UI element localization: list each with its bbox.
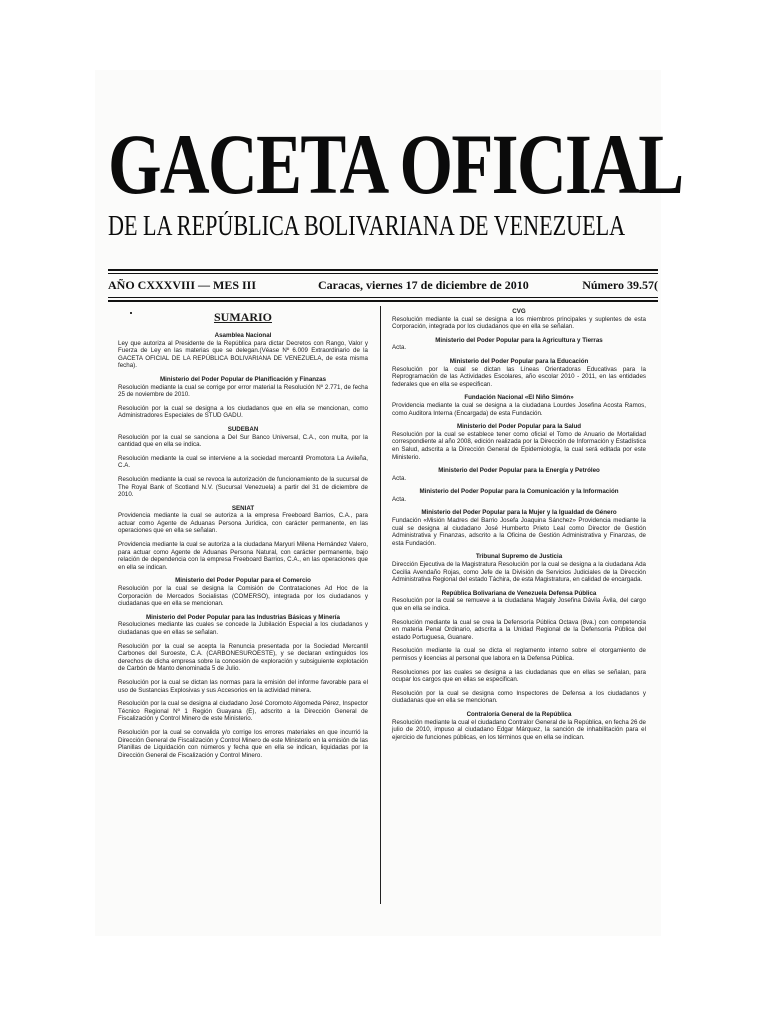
summary-entry (392, 690, 646, 705)
summary-entry (392, 619, 646, 642)
summary-entry (392, 590, 646, 613)
summary-entry (118, 643, 368, 673)
summary-entry (118, 541, 368, 571)
header-rule-bottom-thin (108, 297, 658, 298)
summary-entry (118, 476, 368, 499)
entry-text: Fundación «Misión Madres del Barrio Josefa Joaquina Sánchez» Providencia mediante la cual se designa al ciudadano José Humberto Prieto Leal como Director de Gestión Administrativa y Finanzas, adscrito a la Oficina de Gestión Administrativa y Finanzas, de esta Fundación. (392, 517, 646, 547)
summary-entry (392, 669, 646, 684)
summary-entry (118, 614, 368, 637)
entry-text: Resolución por la cual se sanciona a Del Sur Banco Universal, C.A., con multa, por la cantidad que en ella se indica. (118, 433, 368, 449)
summary-entry (118, 455, 368, 470)
summary-entry (118, 405, 368, 420)
entry-text: Resolución por la cual se designa al ciudadano José Coromoto Algomeda Pérez, Inspector Técnico Regional Nº 1 Región Guayana (E), adscrito a la Dirección General de Fiscalización y Control Minero de este Ministerio. (118, 700, 368, 723)
entry-heading: Ministerio del Poder Popular para la Comunicación y la Información (419, 488, 619, 496)
entry-text: Resolución por la cual se designa como Inspectores de Defensa a los ciudadanos y ciudadanas que en ella se mencionan. (392, 689, 646, 705)
gazette-subtitle: DE LA REPÚBLICA BOLIVARIANA DE VENEZUELA (108, 211, 626, 242)
issue-year-month: AÑO CXXXVIII — MES III (108, 278, 257, 292)
summary-entry (392, 553, 646, 583)
entry-text: Resolución por la cual se establece tener como oficial el Tomo de Anuario de Mortalidad correspondiente al año 2008, edición realizada por la Dirección de Información y Estadística en Salud, adscrita a la Dirección General de Epidemiología, la cual será editada por este Ministerio. (392, 430, 646, 461)
summary-title: SUMARIO (213, 310, 272, 324)
summary-entry (118, 577, 368, 607)
entry-text: Resolución por la cual se acepta la Renuncia presentada por la Sociedad Mercantil Carbones del Suroeste, C.A. (CARBONESUROESTE), y se declaran extinguidos los derechos de dicha empresa sobre la concesión de exploración y subsiguiente explotación de Carbón de Manto denominada 5 de Julio. (118, 642, 368, 673)
issue-line (108, 278, 658, 296)
summary-entry (392, 337, 646, 352)
entry-heading: Ministerio del Poder Popular para el Comercio (175, 577, 311, 585)
entry-text: Acta. (392, 474, 407, 482)
summary-entry (392, 509, 646, 547)
summary-entry (392, 308, 646, 331)
entry-heading: Ministerio del Poder Popular para la Energía y Petróleo (438, 467, 600, 475)
entry-heading: Ministerio del Poder Popular para la Mujer y la Igualdad de Género (421, 509, 617, 517)
entry-heading: CVG (512, 308, 526, 315)
summary-entry (392, 394, 646, 417)
header-rule-top-thin (108, 273, 658, 274)
entry-text: Providencia mediante la cual se designa a la ciudadana Lourdes Josefina Acosta Ramos, como Auditora Interna (Encargada) de esta Fundación. (392, 401, 646, 417)
summary-entry (118, 376, 368, 399)
summary-entry (118, 332, 368, 370)
entry-text: Dirección Ejecutiva de la Magistratura Resolución por la cual se designa a la ciudadana Ada Cecilia Avendaño Rojas, como Jefe de la División de Servicios Judiciales de la Dirección Administrativa Regional del estado Táchira, de esta Magistratura, en calidad de encargada. (392, 561, 646, 584)
entry-text: Resolución por la cual se remueve a la ciudadana Magaly Josefina Dávila Ávila, del cargo que en ella se indica. (392, 597, 646, 612)
header-rule-bottom (108, 300, 658, 302)
entry-text: Providencia mediante la cual se autoriza a la ciudadana Maryuri Milena Hernández Valero, para actuar como Agente de Aduanas Persona Natural, con carácter permanente, bajo relación de dependencia con la empresa Freeboard Barrios, C.A., en las operaciones que en ella se indican. (118, 541, 368, 571)
entry-text: Acta. (392, 495, 407, 503)
gazette-title: GACETA OFICIAL (108, 116, 683, 212)
entry-heading: Ministerio del Poder Popular para las Industrias Básicas y Minería (146, 613, 340, 621)
summary-left-column (118, 308, 368, 765)
entry-text: Acta. (392, 344, 407, 352)
entry-heading: SUDEBAN (227, 425, 259, 433)
summary-right-column (392, 308, 646, 747)
summary-entry (118, 505, 368, 535)
summary-entry (118, 426, 368, 449)
entry-heading: Fundación Nacional «El Niño Simón» (464, 394, 574, 402)
summary-entry (392, 358, 646, 388)
summary-entry (392, 423, 646, 461)
entry-heading: República Bolivariana de Venezuela Defensa Pública (441, 589, 597, 597)
entry-text: Resoluciones por las cuales se designa a las ciudadanas que en ellas se señalan, para ocupar los cargos que en ellas se especifican. (392, 668, 646, 684)
summary-entry (118, 700, 368, 723)
entry-text: Resolución mediante la cual se designa a los miembros principales y suplentes de esta Corporación, integrada por los ciudadanos que en ella se señalan. (392, 315, 646, 331)
summary-entry (118, 679, 368, 694)
entry-text: Providencia mediante la cual se autoriza a la empresa Freeboard Barrios, C.A., para actuar como Agente de Aduanas Persona Jurídica, con carácter permanente, en las operaciones que en ella se señalan. (118, 512, 368, 535)
entry-text: Resolución mediante la cual se dicta el reglamento interno sobre el otorgamiento de permisos y licencias al personal que labora en la Defensa Pública. (392, 647, 646, 662)
entry-heading: Ministerio del Poder Popular para la Salud (456, 423, 582, 431)
entry-heading: Contraloría General de la República (466, 710, 572, 718)
entry-text: Resolución mediante la cual se crea la Defensoría Pública Octava (8va.) con competencia en materia Penal Ordinario, adscrita a la Unidad Regional de la Defensoría Pública del estado Portuguesa, Guanare. (392, 618, 646, 641)
issue-date: Caracas, viernes 17 de diciembre de 2010 (318, 278, 529, 292)
entry-text: Resolución mediante la cual se revoca la autorización de funcionamiento de la sucursal de The Royal Bank of Scotland N.V. (Sucursal Venezuela) a partir del 31 de diciembre de 2010. (118, 475, 368, 499)
entry-heading: Ministerio del Poder Popular para la Agricultura y Tierras (435, 336, 603, 344)
entry-text: Resolución por la cual se designa a los ciudadanos que en ella se mencionan, como Administradores Especiales de STUD GADU. (118, 404, 368, 420)
entry-text: Resolución por la cual se designa la Comisión de Contrataciones Ad Hoc de la Corporación de Mercados Socialistas (COMERSO), integrada por los ciudadanos y ciudadanas que en ella se mencionan. (118, 585, 368, 608)
column-divider (380, 306, 381, 904)
summary-entry (392, 647, 646, 662)
entry-text: Resoluciones mediante las cuales se concede la Jubilación Especial a los ciudadanos y ciudadanas que en ellas se señalan. (118, 621, 368, 636)
summary-entry (392, 711, 646, 741)
entry-text: Resolución mediante la cual se corrige por error material la Resolución Nº 2.771, de fecha 25 de noviembre de 2010. (118, 383, 368, 399)
entry-heading: SENIAT (231, 504, 255, 512)
entry-text: Resolución mediante la cual se interviene a la sociedad mercantil Promotora La Avileña, C.A. (118, 454, 368, 470)
entry-heading: Ministerio del Poder Popular para la Educación (449, 357, 589, 365)
entry-text: Resolución por la cual se convalida y/o corrige los errores materiales en que incurrió la Dirección General de Fiscalización y Control Minero de este Ministerio en la emisión de las Planillas de Liquidación con números y fecha que en ella se indican, liquidadas por la Dirección General de Fiscalización y Control Minero. (118, 728, 368, 759)
masthead (108, 116, 683, 242)
entry-text: Resolución por la cual se dictan las Líneas Orientadoras Educativas para la Reprogramación de las Actividades Escolares, año escolar 2010 - 2011, en las entidades federales que en ella se especifican. (392, 365, 646, 388)
entry-heading: Tribunal Supremo de Justicia (475, 553, 563, 561)
issue-number: Número 39.57( (582, 278, 658, 292)
summary-entry (392, 467, 646, 482)
summary-entry (118, 729, 368, 759)
summary-entry (392, 488, 646, 503)
entry-text: Resolución por la cual se dictan las normas para la emisión del informe favorable para el uso de Sustancias Explosivas y sus Accesorios en la actividad minera. (118, 678, 368, 694)
entry-heading: Ministerio del Poder Popular de Planificación y Finanzas (159, 375, 327, 383)
entry-heading: Asamblea Nacional (214, 332, 272, 339)
header-rule-top (108, 269, 658, 271)
entry-text: Resolución mediante la cual el ciudadano Contralor General de la República, en fecha 26 de julio de 2010, impuso al ciudadano Edgar Márquez, la sanción de inhabilitación para el ejercicio de funciones públicas, en los términos que en ella se indican. (392, 718, 646, 741)
entry-text: Ley que autoriza al Presidente de la República para dictar Decretos con Rango, Valor y Fuerza de Ley en las materias que se delegan.(Véase Nº 6.009 Extraordinario de la GACETA OFICIAL DE LA REPÚBLICA BOLIVARIANA DE VENEZUELA, de esta misma fecha). (118, 339, 368, 370)
